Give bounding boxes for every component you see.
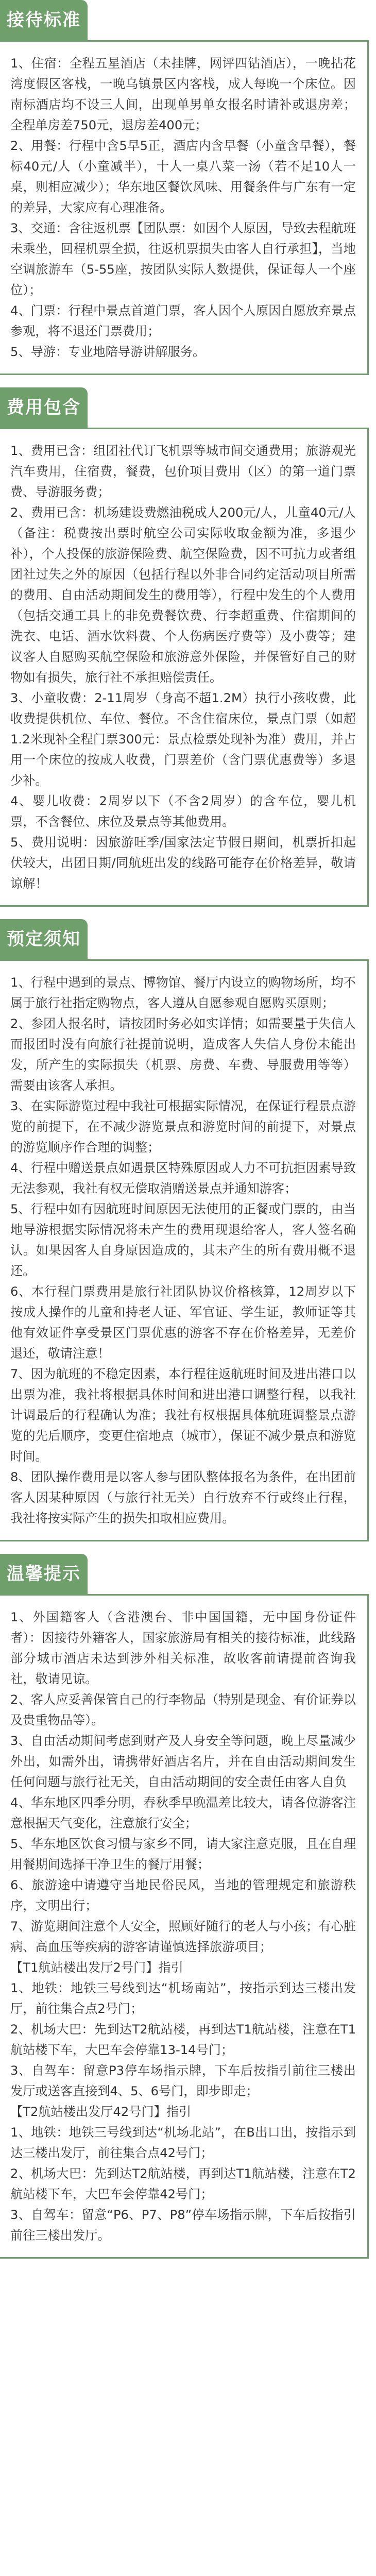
paragraph: 1、地铁：地铁三号线到达“机场南站”，按指示到达三楼出发厅，前往集合点2号门； [10,1981,356,2016]
paragraph: 6、本行程门票费用是旅行社团队协议价格核算，12周岁以下按成人操作的儿童和持老人证、军官证、学生证，教师证等其他有效证件享受景区门票优惠的游客不存在价格差异，无差价退还，敬请注意！ [10,1284,356,1361]
section-content [0,40,369,375]
section-title: 接待标准 [0,0,88,40]
paragraph: 2、客人应妥善保管自己的行李物品（特别是现金、有价证券以及贵重物品等）。 [10,1692,356,1727]
section-content [0,428,369,907]
paragraph: 5、行程中如有因航班时间原因无法使用的正餐或门票的，由当地导游根据实际情况将未产生的费用现退给客人，客人签名确认。如果因客人自身原因造成的，其未产生的所有费用概不退还。 [10,1202,356,1278]
paragraph: 3、自由活动期间考虑到财产及人身安全等问题，晚上尽量减少外出，如需外出，请携带好酒店名片，并在自由活动期间发生任何问题与旅行社无关，自由活动期间的安全责任由客人自负 [10,1734,356,1789]
paragraph: 2、用餐：行程中含5早5正，酒店内含早餐（小童含早餐），餐标40元/人（小童减半），十人一桌八菜一汤（若不足10人一桌，则相应减少）；华东地区餐饮风味、用餐条件与广东有一定的差异，大家应有心理准备。 [10,139,356,215]
section-content [0,959,369,1541]
paragraph: 3、小童收费：2-11周岁（身高不超1.2M）执行小孩收费，此收费提供机位、车位、餐位。不含住宿床位，景点门票（如超1.2米现补全程门票300元：景点检票处现补为准）费用，并占用一个床位的按成人收费，门票差价（含门票优惠费等）多退少补。 [10,691,356,788]
paragraph: 1、住宿：全程五星酒店（未挂牌，网评四钻酒店），一晚拈花湾度假区客栈，一晚乌镇景区内客栈，成人每晚一个床位。因南标酒店均不设三人间，出现单男单女报名时请补或退房差；全程单房差750元，退房差400元； [10,56,356,132]
paragraph: 7、游览期间注意个人安全，照顾好随行的老人与小孩；有心脏病、高血压等疾病的游客请谨慎选择旅游项目； [10,1919,356,1954]
paragraph: 2、机场大巴：先到达T2航站楼，再到达T1航站楼，注意在T2航站楼下车，大巴车会停靠42号门； [10,2166,356,2201]
paragraph: 4、华东地区四季分明，春秋季早晚温差比较大，请各位游客注意根据天气变化，注意旅行安全； [10,1795,356,1831]
paragraph: 3、在实际游览过程中我社可根据实际情况，在保证行程景点游览的前提下，在不减少游览景点和游览时间的前提下，对景点的游览顺序作合理的调整； [10,1099,356,1155]
paragraph: 5、费用说明：因旅游旺季/国家法定节假日期间，机票折扣起伏较大，出团日期/同航班出发的线路可能存在价格差异，敬请谅解！ [10,835,356,891]
paragraph: 2、参团人报名时，请按团时务必如实详情；如需要量于失信人而报团时没有向旅行社提前说明，造成客人失信人身份未能出发，所产生的实际损失（机票、房费、车费、导服费用等等）需要由该客人承担。 [10,1016,356,1093]
section-cost-included [0,387,376,907]
section-header [0,919,376,959]
section-booking-notice [0,919,376,1541]
paragraph: 7、因为航班的不稳定因素，本行程往返航班时间及进出港口以出票为准，我社将根据具体时间和进出港口调整行程，以我社计调最后的行程确认为准；我社有权根据具体航班调整景点游览的先后顺序，变更住宿地点（城市），保证不减少景点和游览时间。 [10,1367,356,1464]
section-header [0,0,376,40]
paragraph: 1、地铁：地铁三号线到达“机场北站”，在B出口出，按指示到达三楼出发厅，前往集合点42号门； [10,2125,356,2160]
paragraph: 4、婴儿收费：2周岁以下（不含2周岁）的含车位，婴儿机票，不含餐位、床位及景点等其他费用。 [10,794,356,829]
paragraph: 3、自驾车：留意“P6、P7、P8”停车场指示牌，下车后按指引前往三楼出发厅。 [10,2208,356,2243]
paragraph: 2、机场大巴：先到达T2航站楼，再到达T1航站楼，注意在T1航站楼下车，大巴车会停靠13-14号门； [10,2022,356,2057]
section-title: 费用包含 [0,387,88,428]
section-content [0,1594,369,2259]
section-reception-standard [0,0,376,375]
paragraph: 5、华东地区饮食习惯与家乡不同，请大家注意克服，且在自理用餐期间选择干净卫生的餐厅用餐； [10,1837,356,1872]
paragraph: 2、费用已含：机场建设费燃油税成人200元/人，儿童40元/人（备注：税费按出票时航空公司实际收取金额为准，多退少补），个人投保的旅游保险费、航空保险费，因不可抗力或者组团社过失之外的原因（包括行程以外非合同约定活动项目所需的费用、自由活动期间发生的费用等），行程中发生的个人费用（包括交通工具上的非免费餐饮费、行李超重费、住宿期间的洗衣、电话、酒水饮料费、个人伤病医疗费等）及小费等；建议客人自愿购买航空保险和旅游意外保险，并保管好自己的财物如有损失，旅行社不承担赔偿责任。 [10,505,356,685]
subheading: 【T1航站楼出发厅2号门】指引 [10,1960,183,1975]
subheading: 【T2航站楼出发厅42号门】指引 [10,2105,192,2119]
paragraph: 8、团队操作费用是以客人参与团队整体报名为条件，在出团前客人因某种原因（与旅行社无关）自行放弃不行或终止行程，我社将按实际产生的损失扣取相应费用。 [10,1470,356,1526]
paragraph: 3、自驾车：留意P3停车场指示牌，下车后按指引前往三楼出发厅或送客直接到4、5、6号门，即步即走； [10,2063,356,2098]
section-title: 预定须知 [0,919,88,959]
section-header [0,387,376,428]
paragraph: 6、旅游途中请遵守当地民俗民风，当地的管理规定和旅游秩序，文明出行； [10,1878,356,1913]
section-title: 温馨提示 [0,1554,88,1594]
paragraph: 1、费用已含：组团社代订飞机票等城市间交通费用；旅游观光汽车费用，住宿费，餐费，包价项目费用（区）的第一道门票费、导游服务费； [10,444,356,499]
paragraph: 1、外国籍客人（含港澳台、非中国国籍，无中国身份证件者）：因接待外籍客人，国家旅游局有相关的接待标准，此线路部分城市酒店未达到涉外相关标准，故收客前请提前咨询我社，敬请见谅。 [10,1610,356,1686]
paragraph: 3、交通：含往返机票【团队票：如因个人原因，导致去程航班未乘坐，回程机票全损，往返机票损失由客人自行承担】，当地空调旅游车（5-55座，按团队实际人数提供，保证每人一个座位）； [10,221,356,297]
paragraph: 5、导游：专业地陪导游讲解服务。 [10,345,206,359]
section-warm-tips [0,1554,376,2259]
paragraph: 1、行程中遇到的景点、博物馆、餐厅内设立的购物场所，均不属于旅行社指定购物点，客人遵从自愿参观自愿购买原则； [10,975,356,1010]
paragraph: 4、行程中赠送景点如遇景区特殊原因或人力不可抗拒因素导致无法参观，我社有权无偿取消赠送景点并通知游客； [10,1161,356,1196]
section-header [0,1554,376,1594]
paragraph: 4、门票：行程中景点首道门票，客人因个人原因自愿放弃景点参观，将不退还门票费用； [10,303,356,338]
